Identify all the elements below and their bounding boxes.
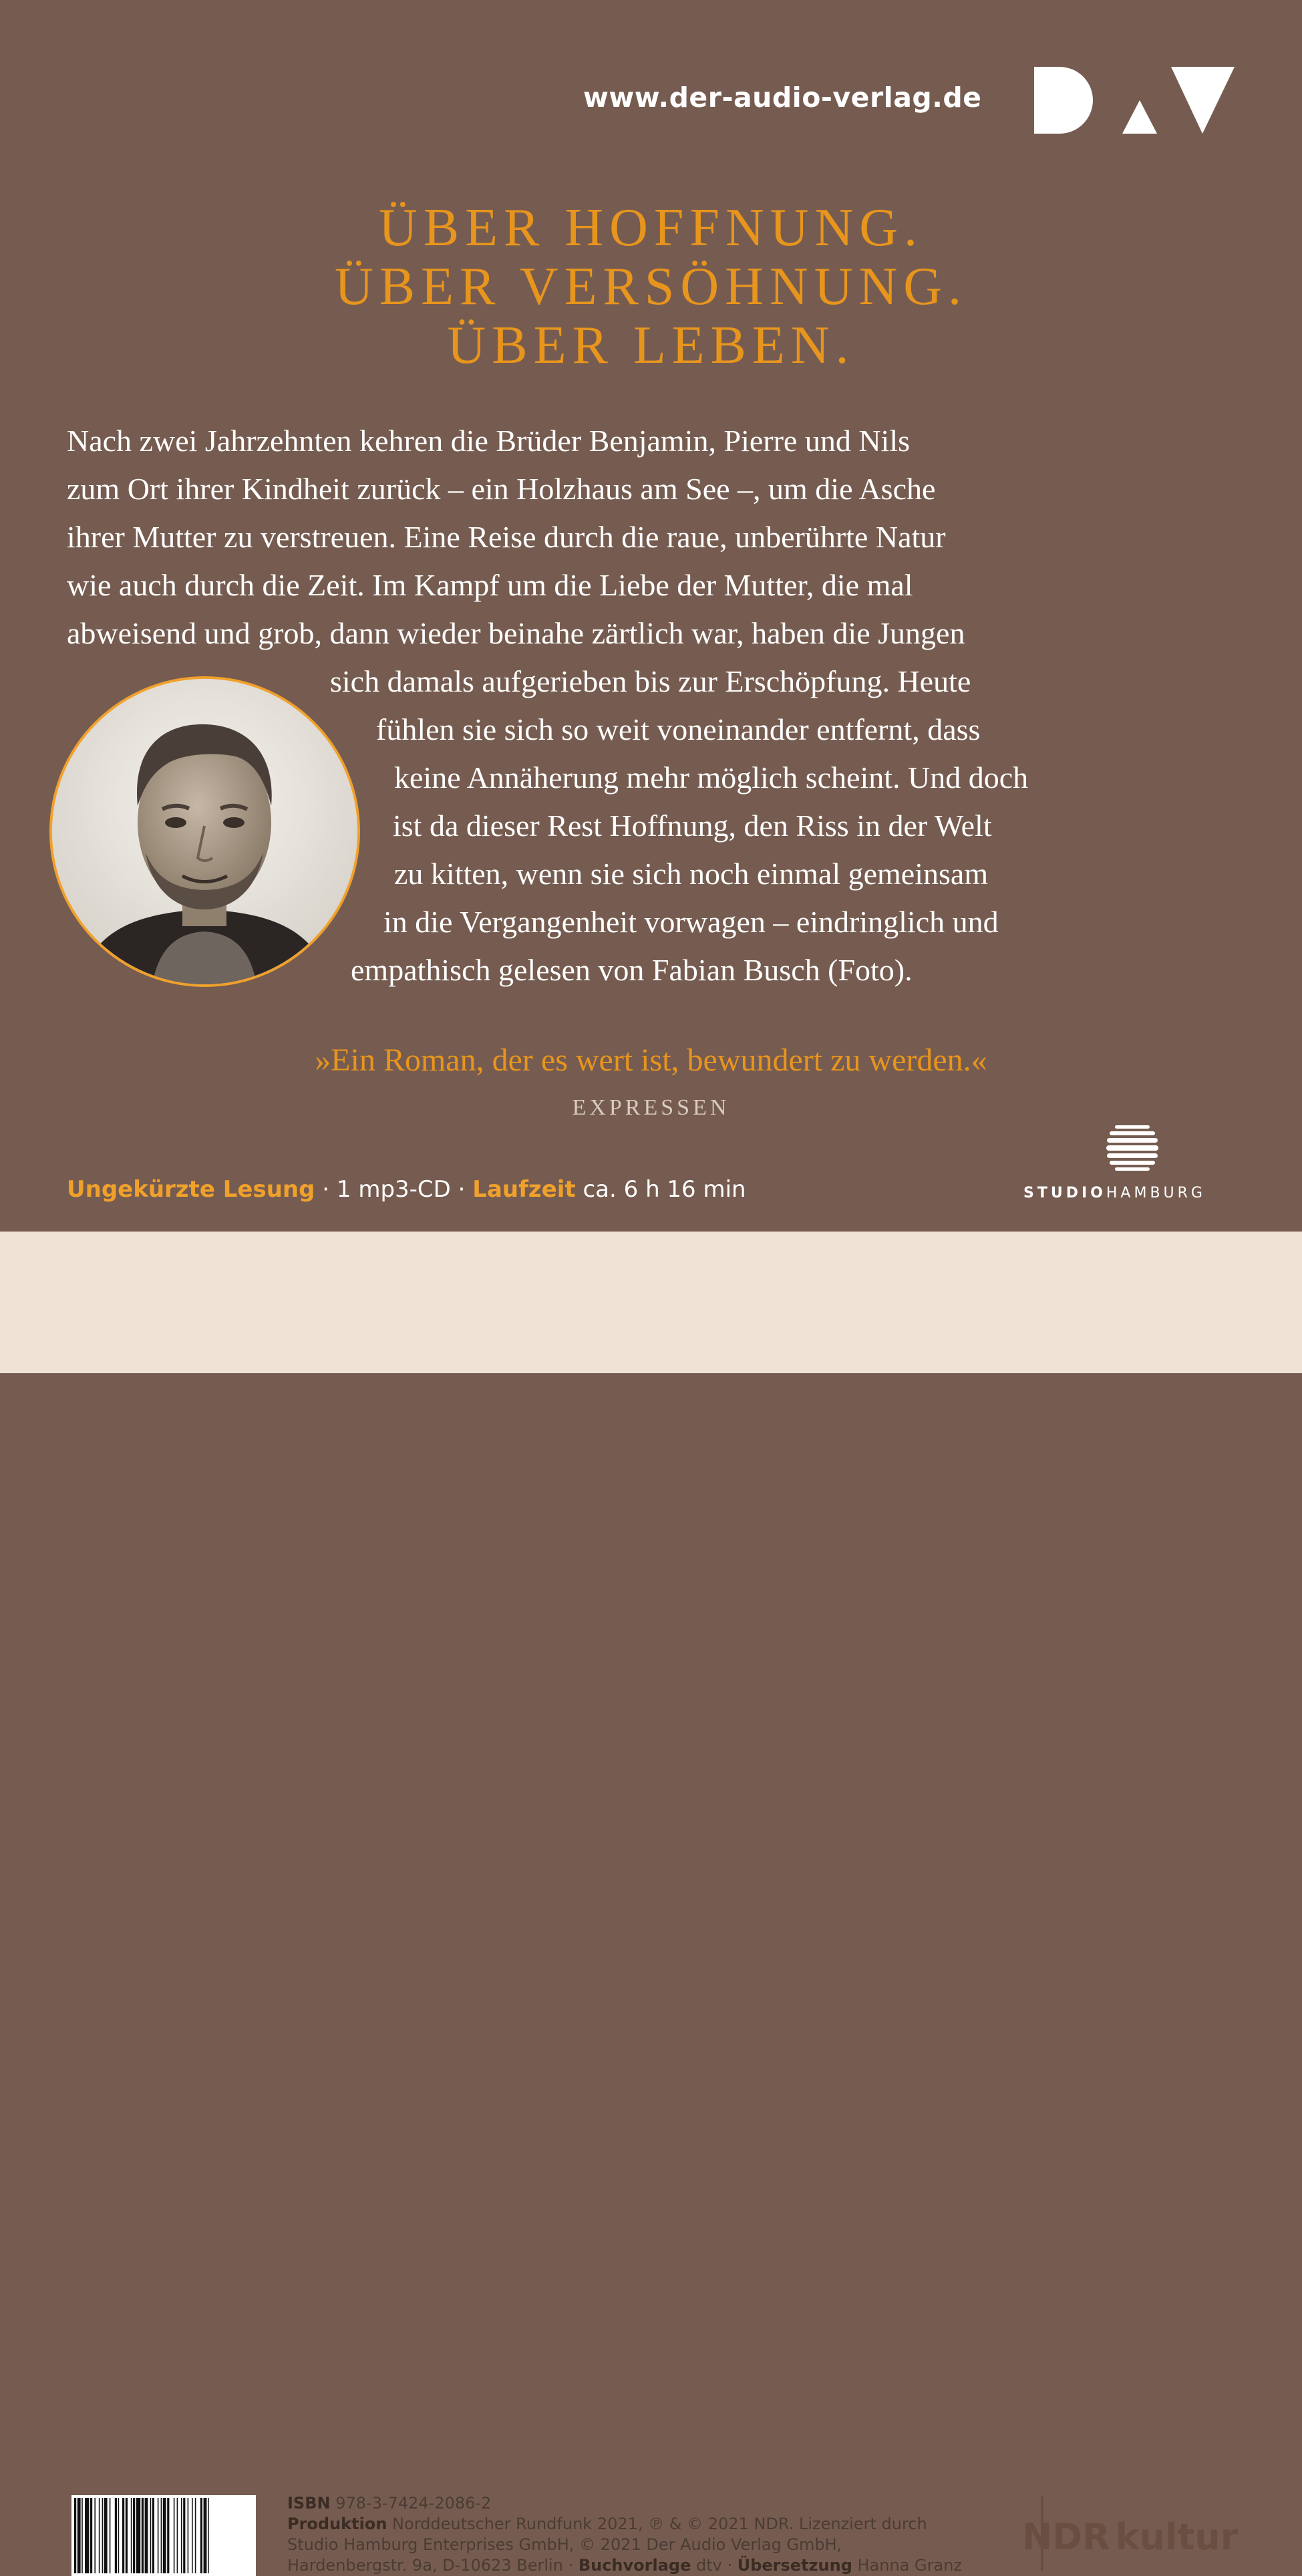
body-line: keine Annäherung mehr möglich scheint. Und doch [394,760,1029,795]
body-line: zum Ort ihrer Kindheit zurück – ein Holzhaus am See –, um die Asche [67,472,936,506]
body-line: Nach zwei Jahrzehnten kehren die Brüder Benjamin, Pierre und Nils [67,424,911,458]
svg-text:STUDIOHAMBURG: STUDIOHAMBURG [1023,1185,1206,1201]
separator: · [315,1176,337,1203]
runtime-value: ca. 6 h 16 min [575,1176,746,1203]
body-line: fühlen sie sich so weit voneinander entfernt, dass [376,712,981,746]
credits [287,2493,962,2576]
book-value: dtv · [691,2556,738,2575]
isbn-label: ISBN [287,2494,331,2513]
isbn-value: 978-3-7424-2086-2 [330,2494,492,2513]
body-line: sich damals aufgerieben bis zur Erschöpfung. Heute [330,664,971,698]
translation-value: Hanna Granz [852,2556,962,2575]
publisher-url[interactable]: www.der-audio-verlag.de [583,82,982,114]
headline-line-3: ÜBER LEBEN. [447,316,855,375]
credits-line-3: Studio Hamburg Enterprises GmbH, © 2021 Der Audio Verlag GmbH, [287,2535,842,2554]
credits-line-production [287,2514,962,2535]
body-line: ist da dieser Rest Hoffnung, den Riss in der Welt [393,809,992,843]
footer [0,1232,1302,2575]
headline-line-2: ÜBER VERSÖHNUNG. [334,257,968,316]
body-line: wie auch durch die Zeit. Im Kampf um die Liebe der Mutter, die mal [67,568,913,602]
production-label: Produktion [287,2515,387,2533]
translation-label: Übersetzung [737,2556,852,2575]
format-label: 1 mp3-CD [336,1176,451,1203]
address: Hardenbergstr. 9a, D-10623 Berlin · [287,2556,579,2575]
ndr-kultur-logo [1015,2494,1246,2575]
separator: · [450,1176,473,1203]
barcode [71,2495,256,2576]
svg-text:NDRkultur: NDR kultur [1022,2516,1239,2558]
narrator-photo [49,676,360,987]
book-label: Buchvorlage [578,2556,691,2575]
body-line: empathisch gelesen von Fabian Busch (Foto). [351,953,913,987]
cover-back [0,0,1302,1232]
edition-label: Ungekürzte Lesung [67,1176,315,1203]
portrait-illustration [52,679,357,984]
body-line: ihrer Mutter zu verstreuen. Eine Reise durch die raue, unberührte Natur [67,520,946,554]
review-source: EXPRESSEN [572,1095,730,1120]
body-line: abweisend und grob, dann wieder beinahe zärtlich war, haben die Jungen [67,616,965,650]
credits-line-isbn [287,2493,962,2514]
product-info [67,1178,746,1201]
studio-hamburg-logo [1022,1123,1243,1203]
body-line: zu kitten, wenn sie sich noch einmal gemeinsam [394,857,989,891]
review-quote: »Ein Roman, der es wert ist, bewundert zu werden.« [315,1042,987,1078]
production-value: Norddeutscher Rundfunk 2021, ℗ & © 2021 NDR. Lizenziert durch [387,2515,927,2533]
body-line: in die Vergangenheit vorwagen – eindringlich und [383,905,999,939]
runtime-label: Laufzeit [472,1176,576,1203]
credits-line-4 [287,2555,962,2576]
dav-logo [1034,67,1235,134]
headline-line-1: ÜBER HOFFNUNG. [379,198,923,257]
